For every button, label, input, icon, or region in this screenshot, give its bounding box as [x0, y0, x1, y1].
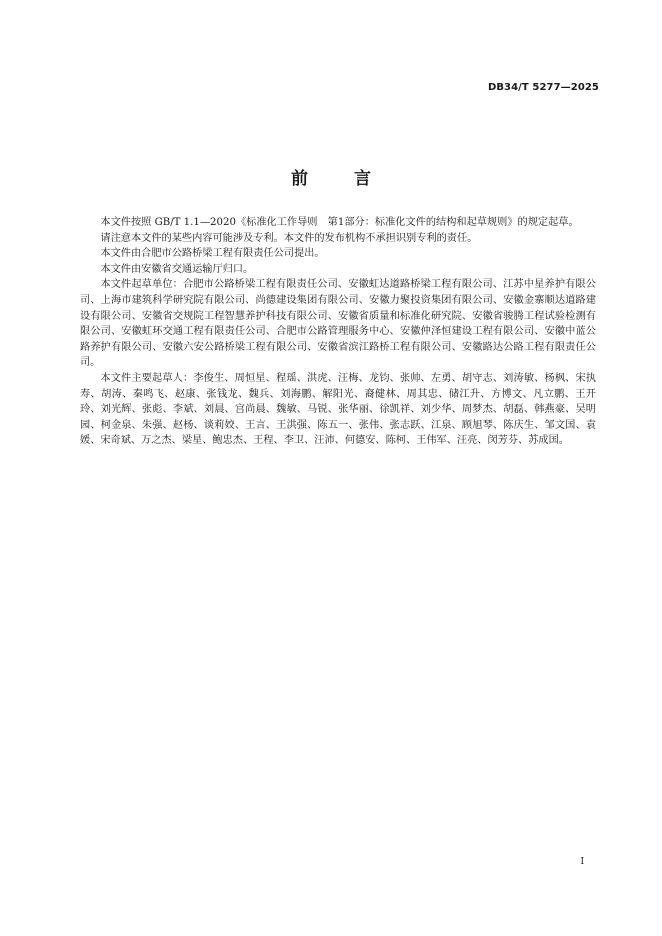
foreword-body	[80, 215, 596, 449]
paragraph-patent-notice: 请注意本文件的某些内容可能涉及专利。本文件的发布机构不承担识别专利的责任。	[100, 232, 478, 244]
paragraph-proposer: 本文件由合肥市公路桥梁工程有限责任公司提出。	[100, 248, 325, 260]
paragraph-drafters: 本文件主要起草人：李俊生、周恒星、程瑶、洪虎、汪梅、龙钧、张帅、左勇、胡守志、刘涛敏、杨枫、宋执寿、胡涛、秦鸣飞、赵康、张钱龙、魏兵、刘海鹏、解阳光、裔健林、周其忠、储江升、方博文、凡立鹏、王开玲、刘光辉、张彪、李斌、刘晨、宫尚晨、魏敏、马锐、张华丽、徐凯祥、刘少华、周梦杰、胡磊、韩燕豪、吴明园、柯金泉、朱强、赵杨、谈莉姣、王言、王洪强、陈五一、张伟、张志跃、江泉、顾旭琴、陈庆生、邹文国、袁媛、宋奇斌、万之杰、梁星、鲍忠杰、王程、李卫、汪沛、何德安、陈柯、王伟军、汪亮、闵芳芬、苏成国。	[80, 372, 596, 447]
document-code: DB34/T 5277—2025	[487, 82, 599, 93]
paragraph-drafting-units: 本文件起草单位：合肥市公路桥梁工程有限责任公司、安徽虹达道路桥梁工程有限公司、江苏中星养护有限公司、上海市建筑科学研究院有限公司、尚德建设集团有限公司、安徽力聚投资集团有限公司、安徽金寨顺达道路建设有限公司、安徽省交规院工程智慧养护科技有限公司、安徽省质量和标准化研究院、安徽省骏腾工程试验检测有限公司、安徽虹环交通工程有限责任公司、合肥市公路管理服务中心、安徽仲泽恒建设工程有限公司、安徽中蓝公路养护有限公司、安徽六安公路桥梁工程有限公司、安徽省滨江路桥工程有限公司、安徽路达公路工程有限责任公司。	[80, 279, 596, 369]
paragraph-drafting-rules: 本文件按照 GB/T 1.1—2020《标准化工作导则 第1部分：标准化文件的结构和起草规则》的规定起草。	[100, 217, 579, 228]
page-title: 前 言	[291, 169, 391, 189]
page-number: I	[580, 857, 584, 867]
paragraph-administrator: 本文件由安徽省交通运输厅归口。	[100, 263, 254, 275]
